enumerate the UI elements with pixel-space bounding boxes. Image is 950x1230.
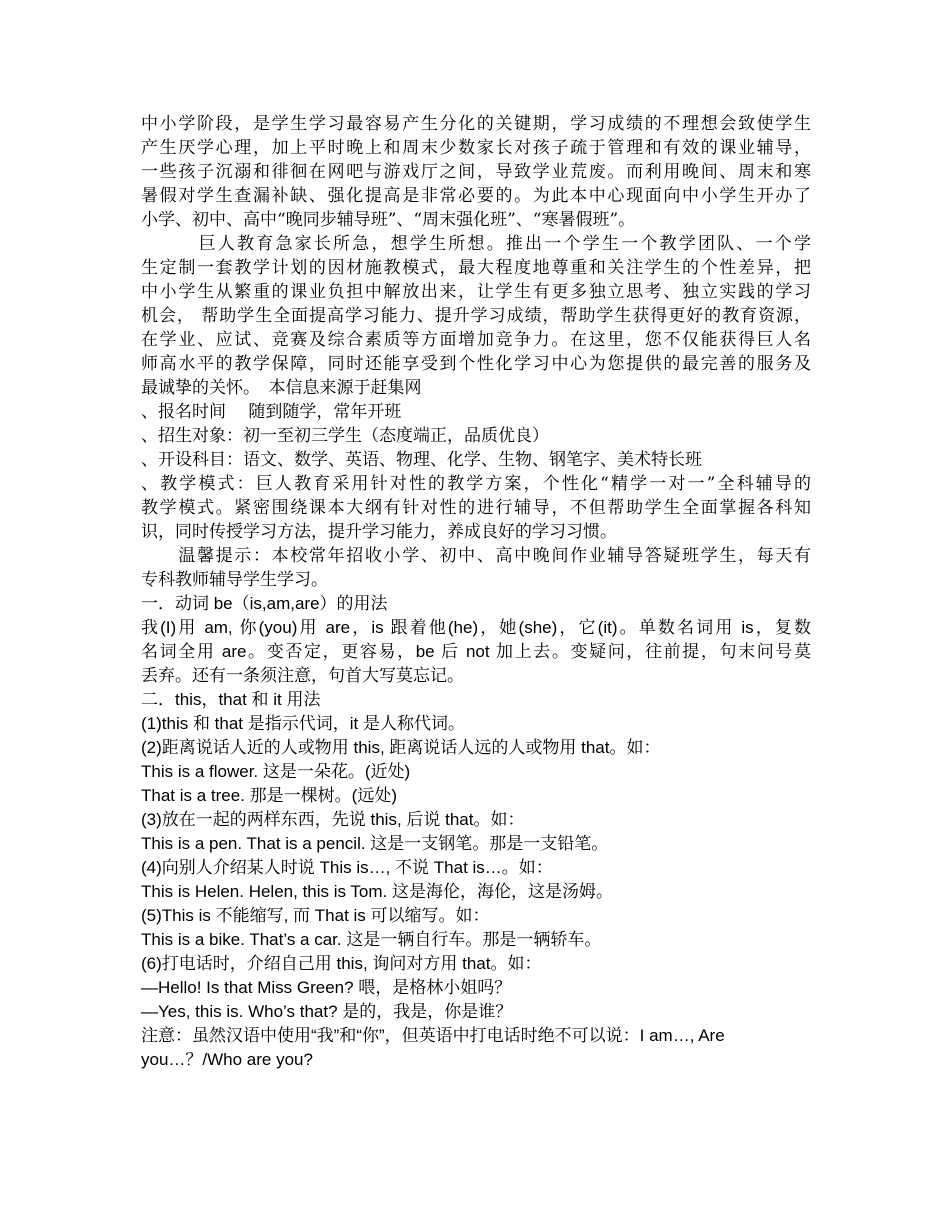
paragraph-line: (1)this 和 that 是指示代词，it 是人称代词。: [141, 714, 465, 733]
list-item: 、教学模式：巨人教育采用针对性的教学方案，个性化“精学一对一”全科辅导的: [141, 474, 811, 494]
section-heading: 一．动词 be（is,am,are）的用法: [141, 594, 388, 613]
paragraph-line: (3)放在一起的两样东西，先说 this, 后说 that。如：: [141, 810, 525, 829]
example-line: This is a flower. 这是一朵花。(近处): [141, 762, 411, 781]
list-item: 、报名时间 随到随学，常年开班: [141, 402, 402, 422]
paragraph-line: 丢弃。还有一条须注意，句首大写莫忘记。: [141, 666, 464, 685]
paragraph-line: 我(I)用 am, 你(you)用 are，is 跟着他(he)，她(she)，它(it)。单数名词用 is，复数: [141, 618, 811, 637]
example-line: This is Helen. Helen, this is Tom. 这是海伦，海伦，这是汤姆。: [141, 882, 613, 901]
example-line: That is a tree. 那是一棵树。(远处): [141, 786, 397, 805]
paragraph-line: 温馨提示：本校常年招收小学、初中、高中晚间作业辅导答疑班学生，每天有: [141, 546, 811, 566]
example-line: This is a pen. That is a pencil. 这是一支钢笔。那是一支铅笔。: [141, 834, 609, 853]
paragraph-line: 中小学阶段，是学生学习最容易产生分化的关键期，学习成绩的不理想会致使学生: [141, 114, 811, 134]
paragraph-line: 专科教师辅导学生学习。: [141, 570, 328, 590]
section-heading: 二．this，that 和 it 用法: [141, 690, 321, 709]
paragraph-line: 在学业、应试、竞赛及综合素质等方面增加竞争力。在这里，您不仅能获得巨人名: [141, 330, 811, 350]
paragraph-line: (5)This is 不能缩写, 而 That is 可以缩写。如：: [141, 906, 490, 925]
paragraph-line: 小学、初中、高中“晚同步辅导班”、“周末强化班”、“寒暑假班”。: [141, 210, 636, 230]
paragraph-line: 机会， 帮助学生全面提高学习能力、提升学习成绩，帮助学生获得更好的教育资源，: [141, 306, 811, 326]
paragraph-line: 最诚挚的关怀。 本信息来源于赶集网: [141, 378, 422, 398]
note-line: you…？/Who are you?: [141, 1050, 313, 1069]
paragraph-line: 产生厌学心理，加上平时晚上和周末少数家长对孩子疏于管理和有效的课业辅导，: [141, 138, 811, 158]
list-item: 、开设科目：语文、数学、英语、物理、化学、生物、钢笔字、美术特长班: [141, 450, 702, 470]
example-line: —Hello! Is that Miss Green? 喂，是格林小姐吗？: [141, 978, 512, 997]
paragraph-line: 中小学生从繁重的课业负担中解放出来，让学生有更多独立思考、独立实践的学习: [141, 282, 811, 302]
paragraph-line: 暑假对学生查漏补缺、强化提高是非常必要的。为此本中心现面向中小学生开办了: [141, 186, 811, 206]
list-item: 、招生对象：初一至初三学生（态度端正，品质优良）: [141, 426, 549, 446]
example-line: —Yes, this is. Who’s that? 是的，我是，你是谁？: [141, 1002, 513, 1021]
paragraph-line: 识，同时传授学习方法，提升学习能力，养成良好的学习习惯。: [141, 522, 617, 542]
paragraph-line: 一些孩子沉溺和徘徊在网吧与游戏厅之间，导致学业荒废。而利用晚间、周末和寒: [141, 162, 811, 182]
paragraph-line: (2)距离说话人近的人或物用 this, 距离说话人远的人或物用 that。如：: [141, 738, 661, 757]
paragraph-line: (6)打电话时，介绍自己用 this, 询问对方用 that。如：: [141, 954, 542, 973]
paragraph-line: 师高水平的教学保障，同时还能享受到个性化学习中心为您提供的最完善的服务及: [141, 354, 811, 374]
paragraph-line: 名词全用 are。变否定，更容易，be 后 not 加上去。变疑问，往前提，句末问号莫: [141, 642, 811, 661]
paragraph-line: 生定制一套教学计划的因材施教模式，最大程度地尊重和关注学生的个性差异，把: [141, 258, 811, 278]
paragraph-line: 教学模式。紧密围绕课本大纲有针对性的进行辅导，不但帮助学生全面掌握各科知: [141, 498, 811, 518]
paragraph-line: (4)向别人介绍某人时说 This is…, 不说 That is…。如：: [141, 858, 553, 877]
example-line: This is a bike. That’s a car. 这是一辆自行车。那是一辆轿车。: [141, 930, 602, 949]
paragraph-line: 巨人教育急家长所急，想学生所想。推出一个学生一个教学团队、一个学: [141, 234, 811, 254]
note-line: 注意：虽然汉语中使用“我”和“你”，但英语中打电话时绝不可以说：I am…, Are: [141, 1026, 725, 1045]
